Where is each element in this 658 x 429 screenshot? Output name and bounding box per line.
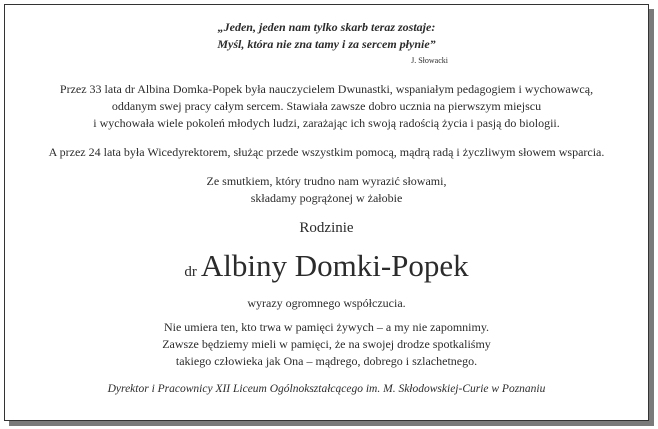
- sympathy-paragraph: [5, 173, 648, 207]
- family-heading: Rodzinie: [299, 220, 354, 236]
- motto-line: Myśl, która nie zna tamy i za sercem płynie”: [217, 37, 436, 51]
- text-line: i wychowała wiele pokoleń młodych ludzi, zarażając ich swoją radością życia i pasją do biologii.: [93, 116, 560, 130]
- text-line: Ze smutkiem, który trudno nam wyrazić słowami,: [206, 174, 447, 188]
- text-line: takiego człowieka jak Ona – mądrego, dobrego i szlachetnego.: [175, 354, 478, 368]
- text-line: Przez 33 lata dr Albina Domka-Popek była nauczycielem Dwunastki, wspaniałym pedagogiem i wychowawcą,: [59, 82, 594, 96]
- signature: Dyrektor i Pracownicy XII Liceum Ogólnokształcącego im. M. Skłodowskiej-Curie w Poznaniu: [107, 383, 546, 395]
- name-full: Albiny Domki-Popek: [200, 248, 469, 283]
- condolence-line: wyrazy ogromnego współczucia.: [247, 296, 406, 310]
- tribute-paragraph: [5, 81, 648, 132]
- motto-line: „Jeden, jeden nam tylko skarb teraz zostaje:: [217, 20, 436, 34]
- text-line: składamy pogrążonej w żałobie: [250, 191, 403, 205]
- motto-quote: [5, 19, 648, 53]
- vice-director-paragraph: A przez 24 lata była Wicedyrektorem, służąc przede wszystkim pomocą, mądrą radą i życzliwym słowem wsparcia.: [48, 145, 605, 159]
- name-title: dr: [184, 264, 197, 280]
- deceased-name: [5, 248, 648, 284]
- motto-author: J. Słowacki: [411, 56, 448, 65]
- condolence-card: [4, 4, 649, 421]
- closing-paragraph: [5, 319, 648, 370]
- text-line: oddanym swej pracy całym sercem. Stawiała zawsze dobro ucznia na pierwszym miejscu: [111, 99, 542, 113]
- text-line: Nie umiera ten, kto trwa w pamięci żywych – a my nie zapomnimy.: [163, 320, 490, 334]
- text-line: Zawsze będziemy mieli w pamięci, że na swojej drodze spotkaliśmy: [162, 337, 491, 351]
